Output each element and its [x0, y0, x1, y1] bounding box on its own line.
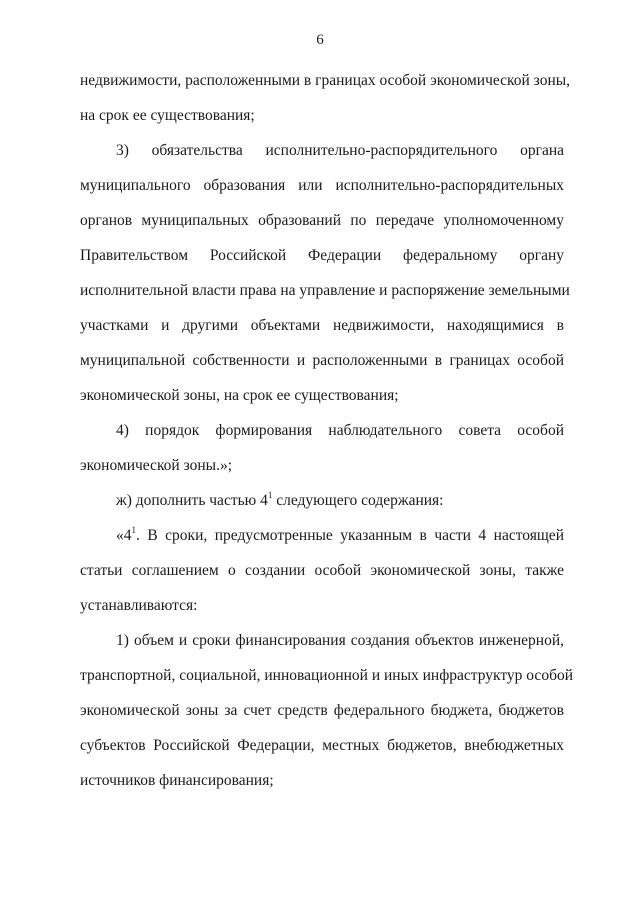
superscript: 1: [267, 490, 273, 500]
amendment-text-tail: следующего содержания:: [272, 492, 444, 509]
amendment-text: ж) дополнить частью 4: [116, 492, 268, 509]
text-line: недвижимости, расположенными в границах особой экономической зоны,: [80, 72, 571, 89]
text-line: статьи соглашением о создании особой экономической зоны, также: [80, 562, 564, 579]
text-line: экономической зоны.»;: [80, 457, 233, 474]
text-line: муниципального образования или исполнительно-распорядительных: [80, 177, 564, 194]
text-line: исполнительной власти права на управление и распоряжение земельными: [80, 282, 570, 299]
list-item-3-line: 3) обязательства исполнительно-распорядительного органа: [116, 142, 564, 159]
text-line: муниципальной собственности и расположенными в границах особой: [80, 352, 564, 369]
text-line: источников финансирования;: [80, 772, 274, 789]
text-line: органов муниципальных образований по передаче уполномоченному: [80, 212, 564, 229]
amendment-paragraph: [80, 483, 564, 518]
document-body: [80, 63, 573, 798]
list-item-4-line: 4) порядок формирования наблюдательного совета особой: [116, 422, 564, 439]
text-line: экономической зоны за счет средств федерального бюджета, бюджетов: [80, 702, 564, 719]
text-line: транспортной, социальной, инновационной и иных инфраструктур особой: [80, 667, 573, 684]
quoted-paragraph-start: [80, 518, 564, 553]
text-line: Правительством Российской Федерации федеральному органу: [80, 247, 564, 264]
page-number: 6: [316, 32, 324, 48]
text-line: экономической зоны, на срок ее существования;: [80, 387, 399, 404]
text-line: на срок ее существования;: [80, 107, 255, 124]
list-item-1-line: 1) объем и сроки финансирования создания объектов инженерной,: [116, 632, 564, 649]
text-line: устанавливаются:: [80, 597, 198, 614]
text-line: субъектов Российской Федерации, местных бюджетов, внебюджетных: [80, 737, 564, 754]
text-line: участками и другими объектами недвижимости, находящимися в: [80, 317, 564, 334]
quoted-text: . В сроки, предусмотренные указанным в части 4 настоящей: [136, 527, 564, 544]
superscript: 1: [131, 525, 136, 535]
quote-open: «4: [116, 527, 132, 544]
